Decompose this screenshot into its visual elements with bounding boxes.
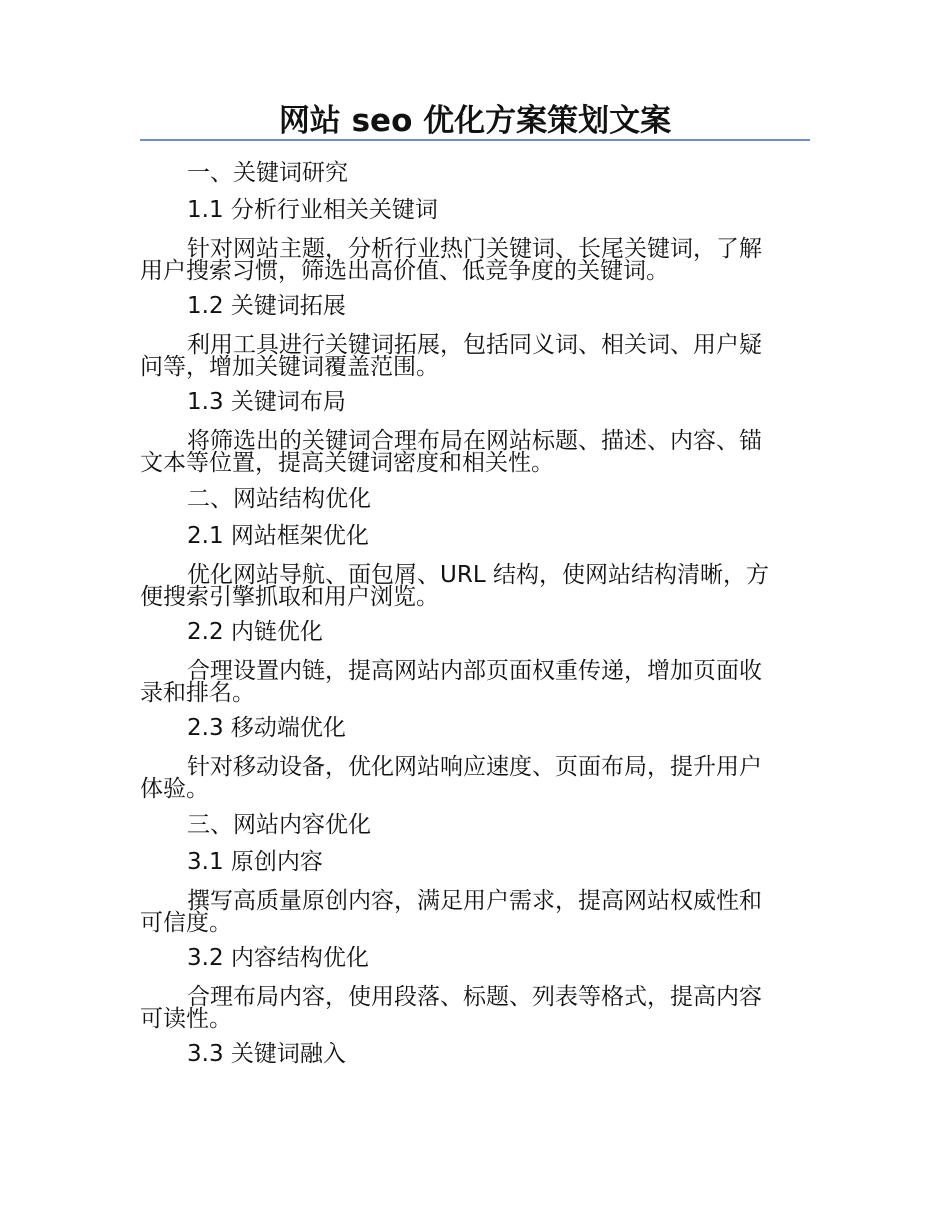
subheading-2-1: 2.1 网站框架优化 <box>187 523 369 549</box>
title-underline <box>140 139 810 141</box>
subheading-3-3: 3.3 关键词融入 <box>187 1041 346 1067</box>
paragraph-3-2-line-2: 可读性。 <box>140 1006 232 1032</box>
paragraph-3-1-line-1: 撰写高质量原创内容，满足用户需求，提高网站权威性和 <box>187 888 762 914</box>
paragraph-1-2 <box>140 334 810 378</box>
paragraph-1-3-line-2: 文本等位置，提高关键词密度和相关性。 <box>140 450 554 476</box>
paragraph-1-3-line-1: 将筛选出的关键词合理布局在网站标题、描述、内容、锚 <box>187 428 762 454</box>
document-title: 网站 seo 优化方案策划文案 <box>278 103 672 139</box>
paragraph-1-1-line-2: 用户搜索习惯，筛选出高价值、低竞争度的关键词。 <box>140 258 669 284</box>
paragraph-3-2-line-1: 合理布局内容，使用段落、标题、列表等格式，提高内容 <box>187 984 762 1010</box>
paragraph-1-2-line-1: 利用工具进行关键词拓展，包括同义词、相关词、用户疑 <box>187 332 762 358</box>
subheading-3-1: 3.1 原创内容 <box>187 849 323 875</box>
paragraph-2-2 <box>140 660 810 704</box>
section-heading-content-optimization: 三、网站内容优化 <box>187 812 371 838</box>
paragraph-2-1 <box>140 564 810 608</box>
section-heading-keyword-research: 一、关键词研究 <box>187 160 348 186</box>
paragraph-1-2-line-2: 问等，增加关键词覆盖范围。 <box>140 354 439 380</box>
subheading-1-2: 1.2 关键词拓展 <box>187 293 346 319</box>
paragraph-3-2 <box>140 986 810 1030</box>
subheading-1-1: 1.1 分析行业相关关键词 <box>187 197 438 223</box>
paragraph-1-3 <box>140 430 810 474</box>
subheading-1-3: 1.3 关键词布局 <box>187 389 346 415</box>
subheading-3-2: 3.2 内容结构优化 <box>187 945 369 971</box>
paragraph-3-1 <box>140 890 810 934</box>
paragraph-2-2-line-1: 合理设置内链，提高网站内部页面权重传递，增加页面收 <box>187 658 762 684</box>
paragraph-3-1-line-2: 可信度。 <box>140 910 232 936</box>
section-heading-site-structure: 二、网站结构优化 <box>187 486 371 512</box>
paragraph-2-3-line-1: 针对移动设备，优化网站响应速度、页面布局，提升用户 <box>187 754 762 780</box>
paragraph-2-2-line-2: 录和排名。 <box>140 680 255 706</box>
paragraph-2-1-line-2: 便搜索引擎抓取和用户浏览。 <box>140 584 439 610</box>
paragraph-2-1-line-1: 优化网站导航、面包屑、URL 结构，使网站结构清晰，方 <box>187 562 769 588</box>
paragraph-1-1 <box>140 238 810 282</box>
subheading-2-3: 2.3 移动端优化 <box>187 715 346 741</box>
subheading-2-2: 2.2 内链优化 <box>187 619 323 645</box>
paragraph-2-3 <box>140 756 810 800</box>
paragraph-1-1-line-1: 针对网站主题，分析行业热门关键词、长尾关键词，了解 <box>187 236 762 262</box>
paragraph-2-3-line-2: 体验。 <box>140 776 209 802</box>
